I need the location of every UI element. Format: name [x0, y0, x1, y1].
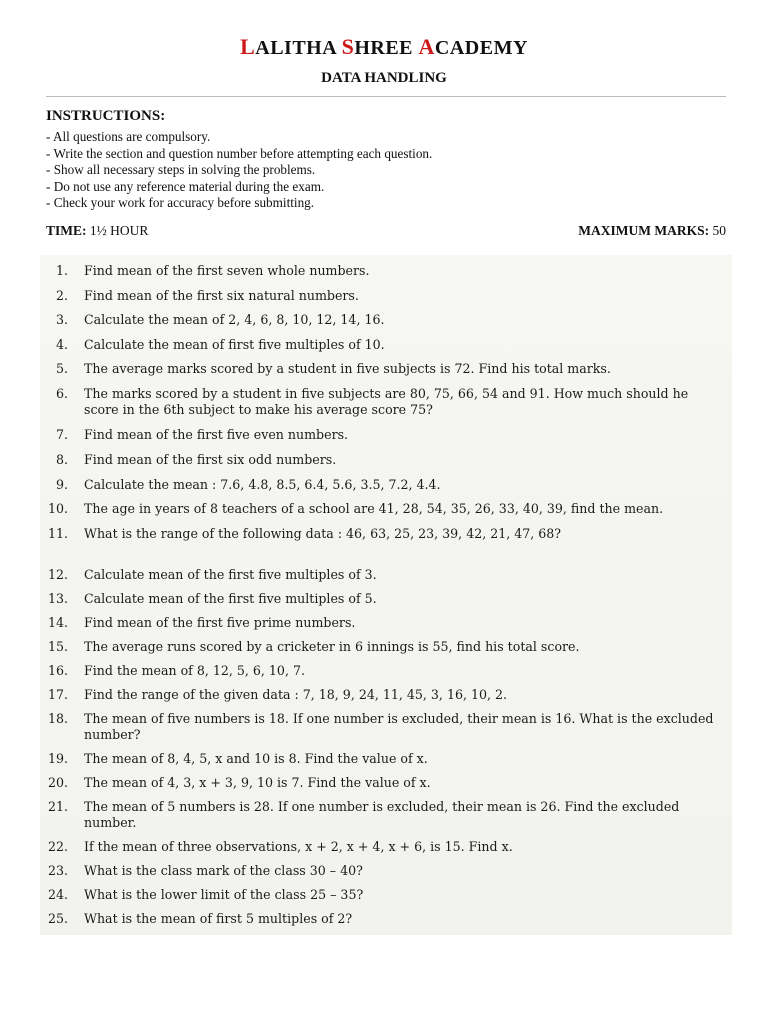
question-text: What is the range of the following data : 46, 63, 25, 23, 39, 42, 21, 47, 68?	[84, 526, 562, 541]
question-number: 3.	[55, 312, 68, 327]
marks-label: MAXIMUM MARKS:	[578, 223, 710, 238]
question-text: Calculate the mean of first five multiples of 10.	[84, 337, 385, 352]
question-number: 7.	[55, 427, 68, 442]
question-number: 5.	[55, 361, 68, 376]
title-rest-2: HREE	[354, 37, 419, 59]
subject-title: DATA HANDLING	[321, 70, 447, 86]
question-number: 6.	[55, 386, 68, 401]
question-number: 4.	[55, 337, 68, 352]
document-header	[0, 34, 768, 87]
title-initial-2: S	[341, 34, 355, 59]
instruction-line: - Do not use any reference material during the exam.	[46, 178, 325, 194]
question-number: 19.	[47, 751, 68, 766]
question-number: 9.	[55, 477, 68, 492]
question-number: 8.	[55, 452, 68, 467]
instruction-line: - Show all necessary steps in solving the problems.	[46, 162, 316, 178]
question-number: 18.	[47, 711, 68, 726]
question-text: Find mean of the first five prime numbers.	[84, 615, 356, 630]
question-text: Find mean of the first six odd numbers.	[84, 452, 337, 467]
question-text: The marks scored by a student in five subjects are 80, 75, 66, 54 and 91. How much should he score in the 6th subject to make his average score 75?	[84, 386, 689, 417]
instruction-line: - Check your work for accuracy before submitting.	[46, 195, 315, 211]
title-initial-1: L	[240, 34, 256, 59]
question-text: The mean of five numbers is 18. If one number is excluded, their mean is 16. What is the excluded number?	[84, 711, 714, 742]
question-text: The mean of 4, 3, x + 3, 9, 10 is 7. Find the value of x.	[84, 775, 431, 790]
question-text: The age in years of 8 teachers of a school are 41, 28, 54, 35, 26, 33, 40, 39, find the mean.	[84, 501, 664, 516]
question-text: Calculate the mean : 7.6, 4.8, 8.5, 6.4, 5.6, 3.5, 7.2, 4.4.	[84, 477, 441, 492]
time-label: TIME:	[46, 223, 87, 238]
question-text: Find mean of the first six natural numbers.	[84, 288, 359, 303]
title-rest-1: ALITHA	[255, 37, 342, 59]
question-number: 16.	[47, 663, 68, 678]
question-text: The average marks scored by a student in five subjects is 72. Find his total marks.	[84, 361, 611, 376]
question-number: 23.	[47, 863, 68, 878]
question-number: 15.	[47, 639, 68, 654]
instruction-line: - Write the section and question number before attempting each question.	[46, 145, 433, 161]
question-number: 14.	[47, 615, 68, 630]
question-number: 22.	[47, 839, 68, 854]
question-text: What is the lower limit of the class 25 – 35?	[84, 887, 364, 902]
instructions-block	[46, 108, 726, 212]
marks-value: 50	[712, 223, 726, 238]
instructions-heading: INSTRUCTIONS:	[46, 108, 166, 124]
question-text: The average runs scored by a cricketer in 6 innings is 55, find his total score.	[84, 639, 580, 654]
questions-scan	[40, 255, 732, 935]
time-info	[46, 223, 148, 239]
question-number: 11.	[47, 526, 68, 541]
time-value: 1½ HOUR	[89, 223, 149, 238]
question-number: 10.	[47, 501, 68, 516]
question-text: The mean of 5 numbers is 28. If one number is excluded, their mean is 26. Find the excluded number.	[84, 799, 680, 830]
question-text: Find the range of the given data : 7, 18, 9, 24, 11, 45, 3, 16, 10, 2.	[84, 687, 508, 702]
question-number: 2.	[55, 288, 68, 303]
question-number: 24.	[47, 887, 68, 902]
title-initial-3: A	[418, 34, 435, 59]
question-text: What is the mean of first 5 multiples of 2?	[84, 911, 353, 926]
title-rest-3: CADEMY	[434, 37, 528, 59]
question-text: Find the mean of 8, 12, 5, 6, 10, 7.	[84, 663, 305, 678]
question-number: 1.	[55, 263, 68, 278]
question-number: 25.	[47, 911, 68, 926]
marks-info	[578, 223, 726, 239]
header-divider	[46, 96, 726, 97]
question-text: Find mean of the first five even numbers.	[84, 427, 349, 442]
instruction-line: - All questions are compulsory.	[46, 129, 211, 144]
question-number: 17.	[47, 687, 68, 702]
question-number: 13.	[47, 591, 68, 606]
question-text: The mean of 8, 4, 5, x and 10 is 8. Find the value of x.	[84, 751, 428, 766]
school-title	[0, 34, 768, 60]
question-number: 20.	[47, 775, 68, 790]
question-text: Find mean of the first seven whole numbers.	[84, 263, 370, 278]
question-text: Calculate mean of the first five multiples of 5.	[84, 591, 377, 606]
question-text: What is the class mark of the class 30 – 40?	[84, 863, 363, 878]
question-text: Calculate mean of the first five multiples of 3.	[84, 567, 377, 582]
question-number: 21.	[47, 799, 68, 814]
question-number: 12.	[47, 567, 68, 582]
question-text: If the mean of three observations, x + 2, x + 4, x + 6, is 15. Find x.	[84, 839, 513, 854]
question-text: Calculate the mean of 2, 4, 6, 8, 10, 12, 14, 16.	[84, 312, 385, 327]
